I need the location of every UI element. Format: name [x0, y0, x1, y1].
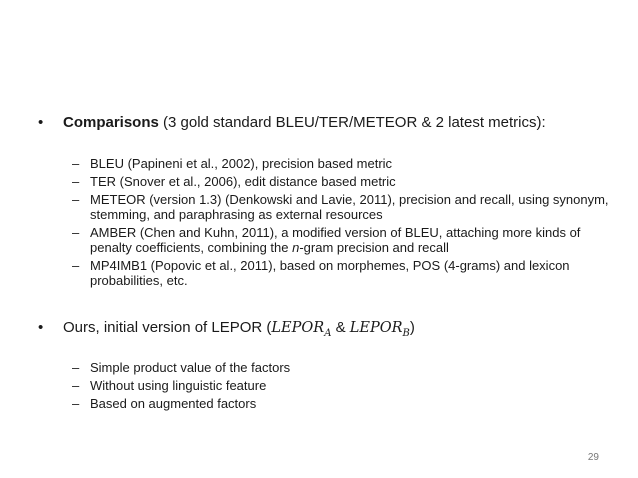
metrics-list [72, 156, 612, 291]
list-item [72, 225, 612, 255]
metric-bleu: BLEU (Papineni et al., 2002), precision based metric [90, 156, 393, 171]
list-item [72, 192, 612, 222]
lepor-features-list [72, 360, 612, 414]
comparisons-text [63, 113, 546, 132]
lepor-feature: Without using linguistic feature [90, 378, 267, 393]
bullet-dot: • [38, 319, 44, 336]
lepor-a-subscript: A [324, 327, 332, 339]
comparisons-heading: Comparisons [63, 114, 159, 131]
ours-intro: Ours, initial version of LEPOR ( [63, 319, 272, 336]
list-item [72, 258, 612, 288]
dash-marker: – [72, 174, 80, 189]
lepor-a-math [271, 320, 332, 339]
page-number: 29 [587, 452, 599, 463]
comparisons-description: (3 gold standard BLEU/TER/METEOR & 2 latest metrics): [158, 114, 546, 131]
dash-marker: – [72, 192, 80, 207]
bullet-dot: • [38, 114, 44, 131]
ours-bullet [38, 318, 415, 343]
dash-marker: – [72, 258, 80, 273]
amber-text-end: -gram precision and recall [299, 240, 449, 255]
metric-ter: TER (Snover et al., 2006), edit distance based metric [90, 174, 396, 189]
comparisons-bullet [38, 113, 546, 132]
metric-mp4imb1: MP4IMB1 (Popovic et al., 2011), based on morphemes, POS (4-grams) and lexicon probabilities, etc. [90, 258, 570, 288]
lepor-b-subscript: B [402, 327, 410, 339]
lepor-b-name: LEPOR [349, 320, 403, 336]
list-item [72, 156, 612, 171]
lepor-a-name: LEPOR [271, 320, 325, 336]
dash-marker: – [72, 378, 80, 393]
close-paren: ) [409, 319, 415, 336]
list-item [72, 396, 612, 411]
dash-marker: – [72, 396, 80, 411]
lepor-b-math [349, 320, 410, 339]
dash-marker: – [72, 360, 80, 375]
amber-n-italic: n [292, 240, 300, 255]
list-item [72, 174, 612, 189]
amber-text-start: AMBER (Chen and Kuhn, 2011), a modified version of BLEU, attaching more kinds of penalty coefficients, combining the [90, 225, 581, 255]
metric-amber [90, 225, 612, 255]
dash-marker: – [72, 156, 80, 171]
dash-marker: – [72, 225, 80, 240]
ampersand: & [331, 319, 350, 336]
metric-meteor: METEOR (version 1.3) (Denkowski and Lavie, 2011), precision and recall, using synonym, stemming, and paraphrasing as external resources [90, 192, 609, 222]
ours-text [63, 318, 415, 343]
lepor-feature: Based on augmented factors [90, 396, 257, 411]
list-item [72, 378, 612, 393]
list-item [72, 360, 612, 375]
lepor-feature: Simple product value of the factors [90, 360, 291, 375]
